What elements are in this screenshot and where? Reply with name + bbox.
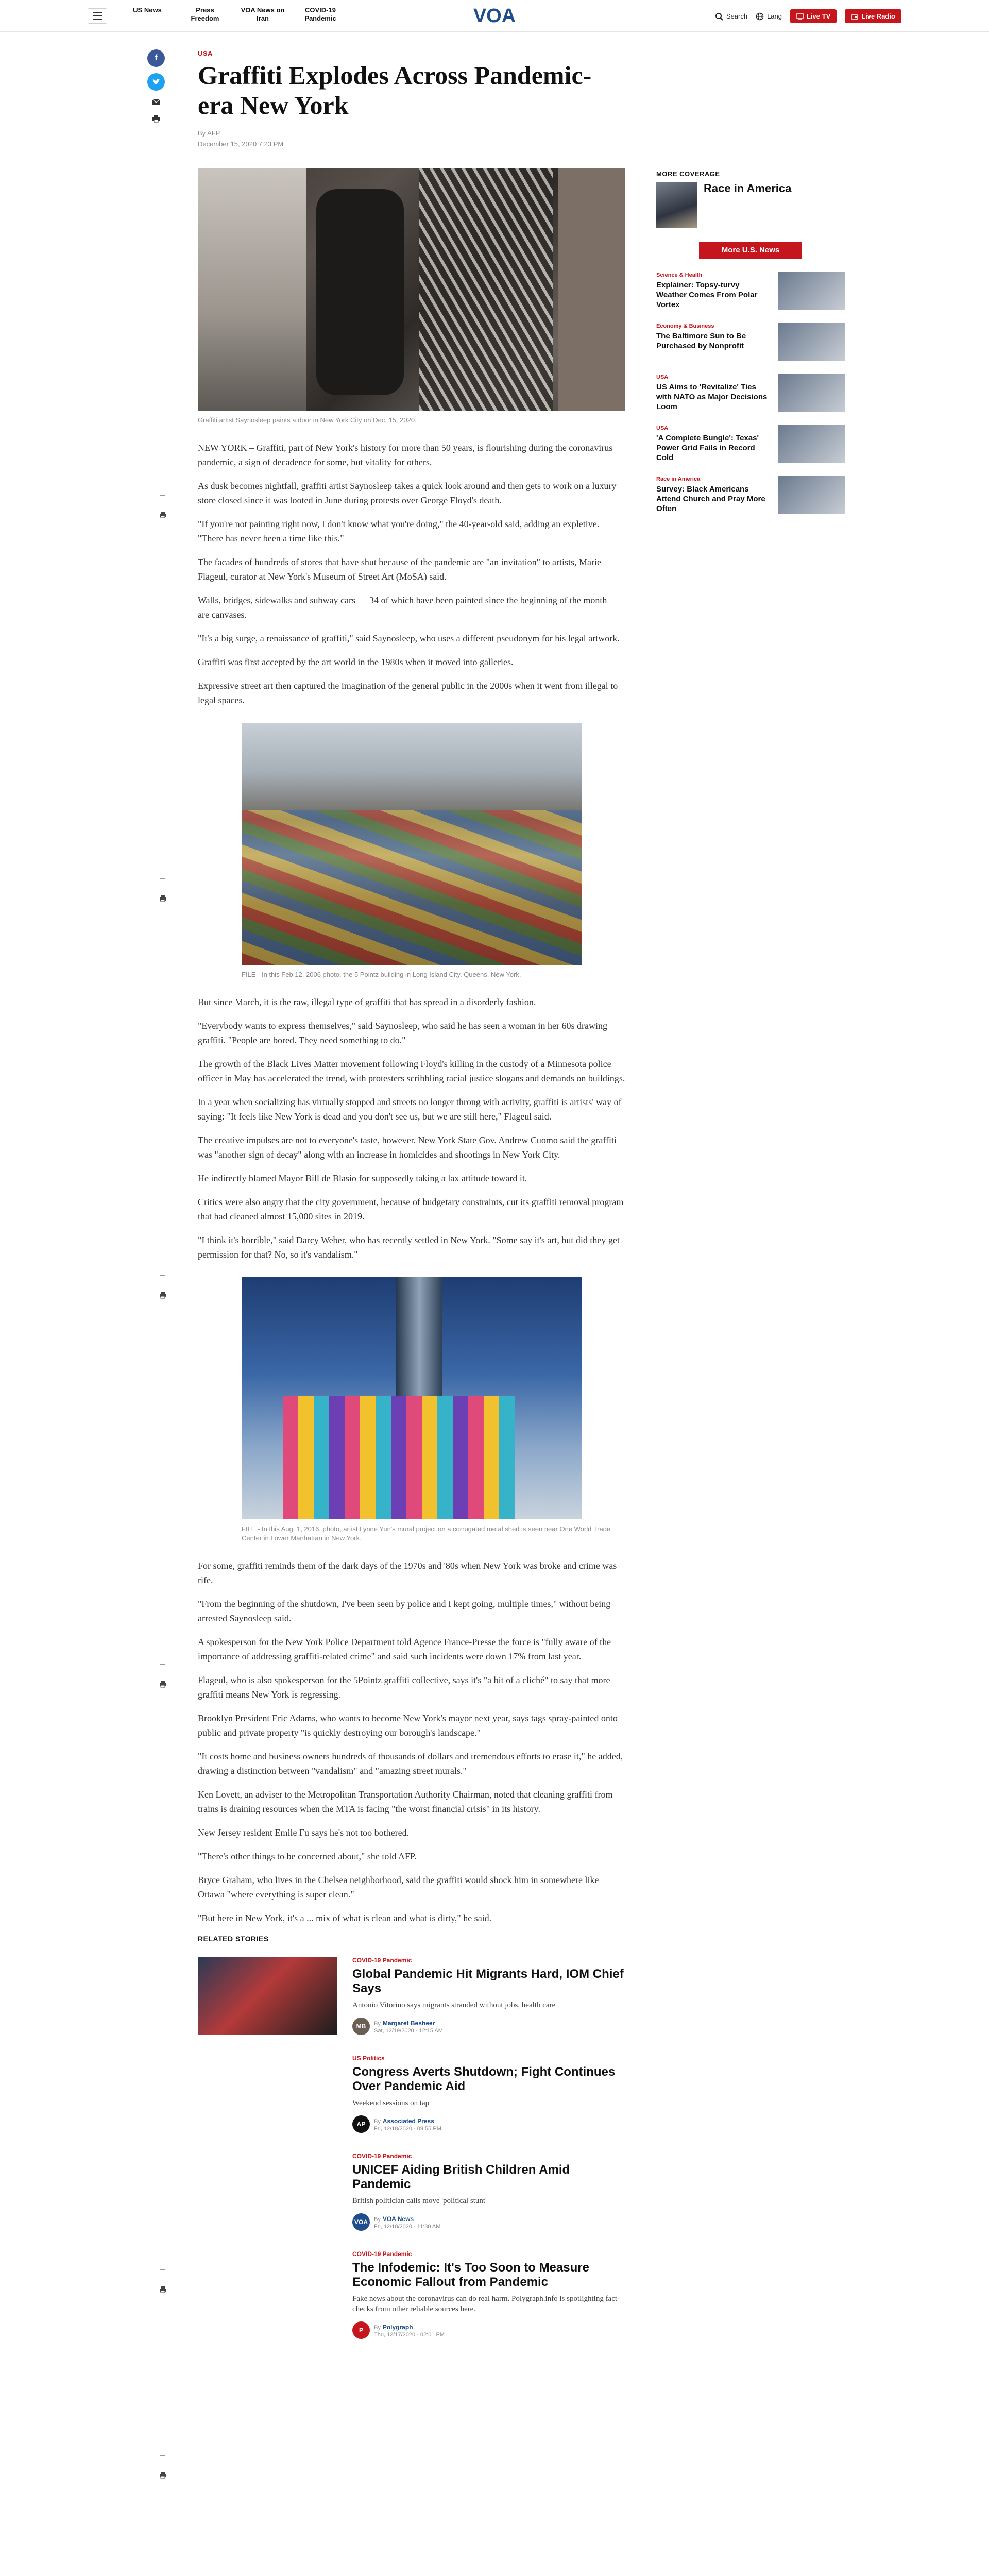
related-story-body — [352, 2055, 625, 2133]
related-story[interactable] — [198, 1957, 625, 2055]
related-story-summary: Fake news about the coronavirus can do real harm. Polygraph.info is spotlighting fact-checks from other reliable sources here. — [352, 2295, 620, 2313]
sidebar-story[interactable] — [656, 374, 845, 412]
article — [198, 49, 625, 2348]
voa-logo-text: VOA — [473, 5, 516, 26]
article-paragraph: Brooklyn President Eric Adams, who wants to become New York's mayor next year, says tags spray-painted onto public and private property "is quickly destroying our borough's landscape." — [198, 1713, 618, 1738]
race-in-america-image — [656, 182, 697, 228]
print-icon[interactable] — [159, 2286, 166, 2293]
article-paragraph: Expressive street art then captured the imagination of the general public in the 2000s when it went from illegal to legal spaces. — [198, 681, 618, 705]
sidebar-story-thumbnail[interactable] — [778, 374, 845, 412]
radio-icon — [851, 13, 858, 20]
nav-press-freedom[interactable]: Press Freedom — [191, 6, 219, 22]
globe-icon — [756, 12, 764, 21]
top-navigation-bar — [0, 0, 989, 32]
article-paragraph: Bryce Graham, who lives in the Chelsea neighborhood, said the graffiti would shock him in somewhere like Ottawa "where everything is super clean." — [198, 1875, 599, 1900]
share-rail — [147, 49, 165, 124]
related-story[interactable] — [198, 2153, 625, 2250]
race-in-america-promo[interactable] — [656, 182, 845, 228]
sidebar-story-thumbnail[interactable] — [778, 476, 845, 514]
author-line — [374, 2116, 441, 2126]
photo-5pointz-caption: FILE - In this Feb 12, 2006 photo, the 5 Pointz building in Long Island City, Queens, New York. — [242, 971, 521, 978]
article-paragraph: "But here in New York, it's a ... mix of what is clean and what is dirty," he said. — [198, 1913, 492, 1923]
article-paragraph: Flageul, who is also spokesperson for the 5Pointz graffiti collective, says it's "a bit of a cliché" to say that more graffiti means New York is regressing. — [198, 1675, 610, 1700]
facebook-icon: f — [155, 54, 158, 62]
article-paragraph: A spokesperson for the New York Police Department told Agence France-Presse the force is "fully aware of the importance of addressing graffiti-related crime" and said such incidents were down 17% from last year. — [198, 1637, 611, 1662]
figure-wtc-mural — [198, 1277, 625, 1543]
sidebar-story[interactable] — [656, 476, 845, 514]
race-in-america-title: Race in America — [704, 182, 792, 195]
article-paragraph: "It's a big surge, a renaissance of graffiti," said Saynosleep, who uses a different pseudonym for his legal artwork. — [198, 633, 620, 643]
twitter-icon — [152, 78, 160, 86]
related-story-author — [352, 2018, 625, 2035]
related-story-author — [352, 2115, 625, 2133]
article-body-part-1 — [198, 440, 625, 707]
rail-divider — [160, 878, 165, 879]
author-meta — [374, 2323, 445, 2338]
related-story[interactable] — [198, 2055, 625, 2153]
related-story-category[interactable]: COVID-19 Pandemic — [352, 2250, 412, 2258]
author-line — [374, 2214, 440, 2224]
article-byline: By AFP — [198, 129, 220, 137]
sidebar-story-category[interactable]: USA — [656, 374, 669, 380]
related-story-category[interactable]: US Politics — [352, 2055, 385, 2062]
article-paragraph: NEW YORK – Graffiti, part of New York's history for more than 50 years, is flourishing during the coronavirus pandemic, a sign of decadence for some, but vitality for others. — [198, 443, 613, 467]
related-story[interactable] — [198, 2250, 625, 2348]
rail-markers — [159, 2269, 167, 2293]
live-tv-label: Live TV — [807, 12, 831, 20]
sidebar-story-body — [656, 272, 770, 310]
article-paragraph: The facades of hundreds of stores that have shut because of the pandemic are "an invitation" to artists, Marie Flageul, curator at New York's Museum of Street Art (MoSA) said. — [198, 557, 601, 582]
article-body-part-2 — [198, 995, 625, 1262]
related-story-summary: British politician calls move 'political stunt' — [352, 2197, 487, 2205]
related-story-headline[interactable]: Congress Averts Shutdown; Fight Continues Over Pandemic Aid — [352, 2065, 616, 2093]
related-story-headline[interactable]: UNICEF Aiding British Children Amid Pandemic — [352, 2163, 570, 2191]
article-paragraph: The growth of the Black Lives Matter movement following Floyd's killing in the custody of a Minnesota police officer in May has accelerated the trend, with protesters scribbling racial justice slogans and demands on buildings. — [198, 1059, 625, 1083]
print-icon[interactable] — [159, 1681, 166, 1688]
rail-markers — [159, 878, 167, 902]
related-story-headline[interactable]: The Infodemic: It's Too Soon to Measure Economic Fallout from Pandemic — [352, 2261, 589, 2289]
print-icon[interactable] — [159, 895, 166, 902]
rail-markers — [159, 1275, 167, 1299]
article-paragraph: Graffiti was first accepted by the art world in the 1980s when it moved into galleries. — [198, 657, 514, 667]
article-paragraph: He indirectly blamed Mayor Bill de Blasio for supposedly taking a lax attitude toward it. — [198, 1173, 527, 1183]
author-name[interactable]: Margaret Besheer — [382, 2020, 435, 2027]
article-paragraph: In a year when socializing has virtually stopped and streets no longer throng with activity, graffiti is artists' way of saying: "It feels like New York is dead and you don't see us, but we are still here," Flageul said. — [198, 1097, 622, 1122]
related-story-headline[interactable]: Global Pandemic Hit Migrants Hard, IOM Chief Says — [352, 1967, 624, 1995]
related-story-author — [352, 2321, 625, 2339]
related-story-body — [352, 2250, 625, 2339]
sidebar-story[interactable] — [656, 323, 845, 361]
author-avatar[interactable]: VOA — [352, 2213, 370, 2231]
author-name[interactable]: Associated Press — [382, 2117, 434, 2125]
author-by-label: By — [374, 2216, 381, 2223]
author-line — [374, 2323, 445, 2332]
live-tv-button[interactable] — [790, 9, 837, 23]
sidebar-story-body — [656, 476, 770, 514]
lead-figure — [198, 168, 625, 425]
photo-5pointz-building — [242, 723, 582, 965]
author-avatar[interactable]: MB — [352, 2018, 370, 2035]
print-icon[interactable] — [159, 2471, 166, 2479]
sidebar-story-body — [656, 323, 770, 361]
author-meta — [374, 2214, 440, 2230]
article-paragraph: Ken Lovett, an adviser to the Metropolitan Transportation Authority Chairman, noted that cleaning graffiti from trains is draining resources when the MTA is facing "the worst financial crisis" in its history. — [198, 1789, 613, 1814]
search-label: Search — [726, 12, 748, 20]
author-by-label: By — [374, 2119, 381, 2125]
author-line — [374, 2019, 443, 2028]
sidebar-story-headline[interactable]: The Baltimore Sun to Be Purchased by Nonprofit — [656, 332, 746, 350]
author-avatar[interactable]: AP — [352, 2115, 370, 2133]
article-paragraph: "Everybody wants to express themselves," said Saynosleep, who said he has seen a woman in her 60s drawing graffiti. "People are bored. They need something to do." — [198, 1021, 608, 1045]
rail-markers — [159, 1664, 167, 1688]
menu-button[interactable] — [88, 8, 107, 24]
author-name[interactable]: VOA News — [382, 2215, 414, 2223]
article-paragraph: "From the beginning of the shutdown, I've been seen by police and I kept going, multiple times," without being arrested Saynosleep said. — [198, 1599, 611, 1623]
related-stories-title: RELATED STORIES — [198, 1935, 625, 1946]
primary-nav — [124, 6, 344, 23]
sidebar-story-headline[interactable]: US Aims to 'Revitalize' Ties with NATO as Major Decisions Loom — [656, 383, 768, 411]
print-icon[interactable] — [159, 511, 166, 518]
story-date: Fri, 12/18/2020 - 09:55 PM — [374, 2126, 441, 2132]
voa-logo[interactable] — [466, 5, 523, 26]
sidebar-story-category[interactable]: USA — [656, 425, 669, 431]
article-paragraph: New Jersey resident Emile Fu says he's not too bothered. — [198, 1827, 410, 1838]
sidebar-story-thumbnail[interactable] — [778, 272, 845, 310]
author-meta — [374, 2116, 441, 2132]
sidebar-story-headline[interactable]: 'A Complete Bungle': Texas' Power Grid Fails in Record Cold — [656, 434, 759, 462]
sidebar-story[interactable] — [656, 425, 845, 463]
nav-voa-news-on-iran[interactable]: VOA News on Iran — [241, 6, 285, 22]
related-story-summary: Weekend sessions on tap — [352, 2099, 430, 2107]
author-by-label: By — [374, 2325, 381, 2331]
figure-5pointz — [198, 723, 625, 979]
email-share-button[interactable] — [151, 97, 161, 107]
article-paragraph: The creative impulses are not to everyone's taste, however. New York State Gov. Andrew Cuomo said the graffiti was "another sign of decay" along with an increase in homicides and shootings in New York City. — [198, 1135, 617, 1160]
article-paragraph: For some, graffiti reminds them of the dark days of the 1970s and '80s when New York was broke and crime was rife. — [198, 1561, 617, 1585]
related-story-author — [352, 2213, 625, 2231]
related-story-thumbnail[interactable] — [198, 1957, 337, 2035]
lead-photo-caption: Graffiti artist Saynosleep paints a door in New York City on Dec. 15, 2020. — [198, 416, 417, 424]
article-date: December 15, 2020 7:23 PM — [198, 140, 284, 148]
article-kicker[interactable]: USA — [198, 49, 213, 57]
nav-us-news[interactable]: US News — [133, 6, 162, 14]
story-date: Thu, 12/17/2020 - 02:01 PM — [374, 2332, 445, 2338]
header-tools — [715, 9, 901, 23]
sidebar-story-category[interactable]: Science & Health — [656, 272, 703, 278]
print-icon — [152, 114, 160, 123]
sidebar-story-body — [656, 425, 770, 463]
twitter-share-button[interactable] — [147, 73, 165, 91]
language-label: Lang — [767, 12, 782, 20]
rail-divider — [160, 1275, 165, 1276]
related-stories-list — [198, 1957, 625, 2348]
rail-markers — [159, 495, 167, 518]
author-meta — [374, 2019, 443, 2034]
email-icon — [152, 99, 160, 105]
author-by-label: By — [374, 2021, 381, 2027]
print-icon[interactable] — [159, 1292, 166, 1299]
nav-covid-19-pandemic[interactable]: COVID-19 Pandemic — [304, 6, 336, 22]
live-radio-button[interactable] — [845, 9, 901, 23]
story-date: Fri, 12/18/2020 - 11:30 AM — [374, 2224, 441, 2230]
article-paragraph: "It costs home and business owners hundreds of thousands of dollars and tremendous efforts to erase it," he added, drawing a distinction between "vandalism" and "amazing street murals." — [198, 1751, 623, 1776]
rail-markers — [159, 2455, 167, 2479]
author-avatar[interactable]: P — [352, 2321, 370, 2339]
live-radio-label: Live Radio — [861, 12, 895, 20]
sidebar-story-headline[interactable]: Explainer: Topsy-turvy Weather Comes From Polar Vortex — [656, 281, 758, 309]
article-body-part-3 — [198, 1558, 625, 1925]
sidebar — [656, 170, 845, 514]
rail-divider — [160, 2455, 165, 2456]
print-button[interactable] — [151, 113, 161, 124]
tv-icon — [796, 13, 804, 20]
more-us-news-button[interactable]: More U.S. News — [699, 242, 802, 259]
article-headline: Graffiti Explodes Across Pandemic-era New York — [198, 61, 592, 120]
related-story-category[interactable]: COVID-19 Pandemic — [352, 2153, 412, 2160]
more-coverage-label: MORE COVERAGE — [656, 170, 720, 178]
article-paragraph: Walls, bridges, sidewalks and subway cars — 34 of which have been painted since the beginning of the month — are canvases. — [198, 595, 619, 620]
sidebar-story-thumbnail[interactable] — [778, 323, 845, 361]
article-paragraph: "If you're not painting right now, I don't know what you're doing," the 40-year-old said, adding an expletive. "There has never been a time like this." — [198, 519, 600, 544]
article-paragraph: "There's other things to be concerned about," she told AFP. — [198, 1851, 417, 1861]
related-story-category[interactable]: COVID-19 Pandemic — [352, 1957, 412, 1964]
photo-wtc-mural — [242, 1277, 582, 1519]
sidebar-story-body — [656, 374, 770, 412]
rail-divider — [160, 2269, 165, 2270]
related-story-body — [352, 2153, 625, 2231]
sidebar-story-category[interactable]: Race in America — [656, 476, 701, 482]
related-story-body — [352, 1957, 625, 2035]
facebook-share-button[interactable] — [147, 49, 165, 67]
sidebar-story-thumbnail[interactable] — [778, 425, 845, 463]
lead-photo-graffiti-door — [198, 168, 625, 411]
article-paragraph: But since March, it is the raw, illegal type of graffiti that has spread in a disorderly fashion. — [198, 997, 536, 1007]
article-paragraph: As dusk becomes nightfall, graffiti artist Saynosleep takes a quick look around and then gets to work on a luxury store closed since it was looted in June during protests over George Floyd's death. — [198, 481, 617, 505]
sidebar-story-list — [656, 272, 845, 514]
language-button[interactable] — [756, 12, 782, 21]
article-paragraph: "I think it's horrible," said Darcy Weber, who has recently settled in New York. "Some say it's art, but did they get permission for that? No, so it's vandalism." — [198, 1235, 620, 1260]
search-button[interactable] — [715, 12, 747, 21]
related-story-summary: Antonio Vitorino says migrants stranded without jobs, health care — [352, 2001, 556, 2009]
sidebar-story[interactable] — [656, 272, 845, 310]
search-icon — [715, 12, 723, 21]
photo-wtc-caption: FILE - In this Aug. 1, 2016, photo, artist Lynne Yun's mural project on a corrugated metal shed is seen near One World Trade Center in Lower Manhattan in New York. — [242, 1525, 611, 1542]
sidebar-story-category[interactable]: Economy & Business — [656, 323, 714, 329]
article-paragraph: Critics were also angry that the city government, because of budgetary constraints, cut its graffiti removal program that had cleaned almost 15,000 sites in 2019. — [198, 1197, 624, 1222]
story-date: Sat, 12/19/2020 - 12:15 AM — [374, 2028, 443, 2034]
rail-divider — [160, 495, 165, 496]
author-name[interactable]: Polygraph — [382, 2324, 413, 2331]
sidebar-story-headline[interactable]: Survey: Black Americans Attend Church and Pray More Often — [656, 485, 765, 513]
rail-divider — [160, 1664, 165, 1665]
related-stories — [198, 1935, 625, 2348]
